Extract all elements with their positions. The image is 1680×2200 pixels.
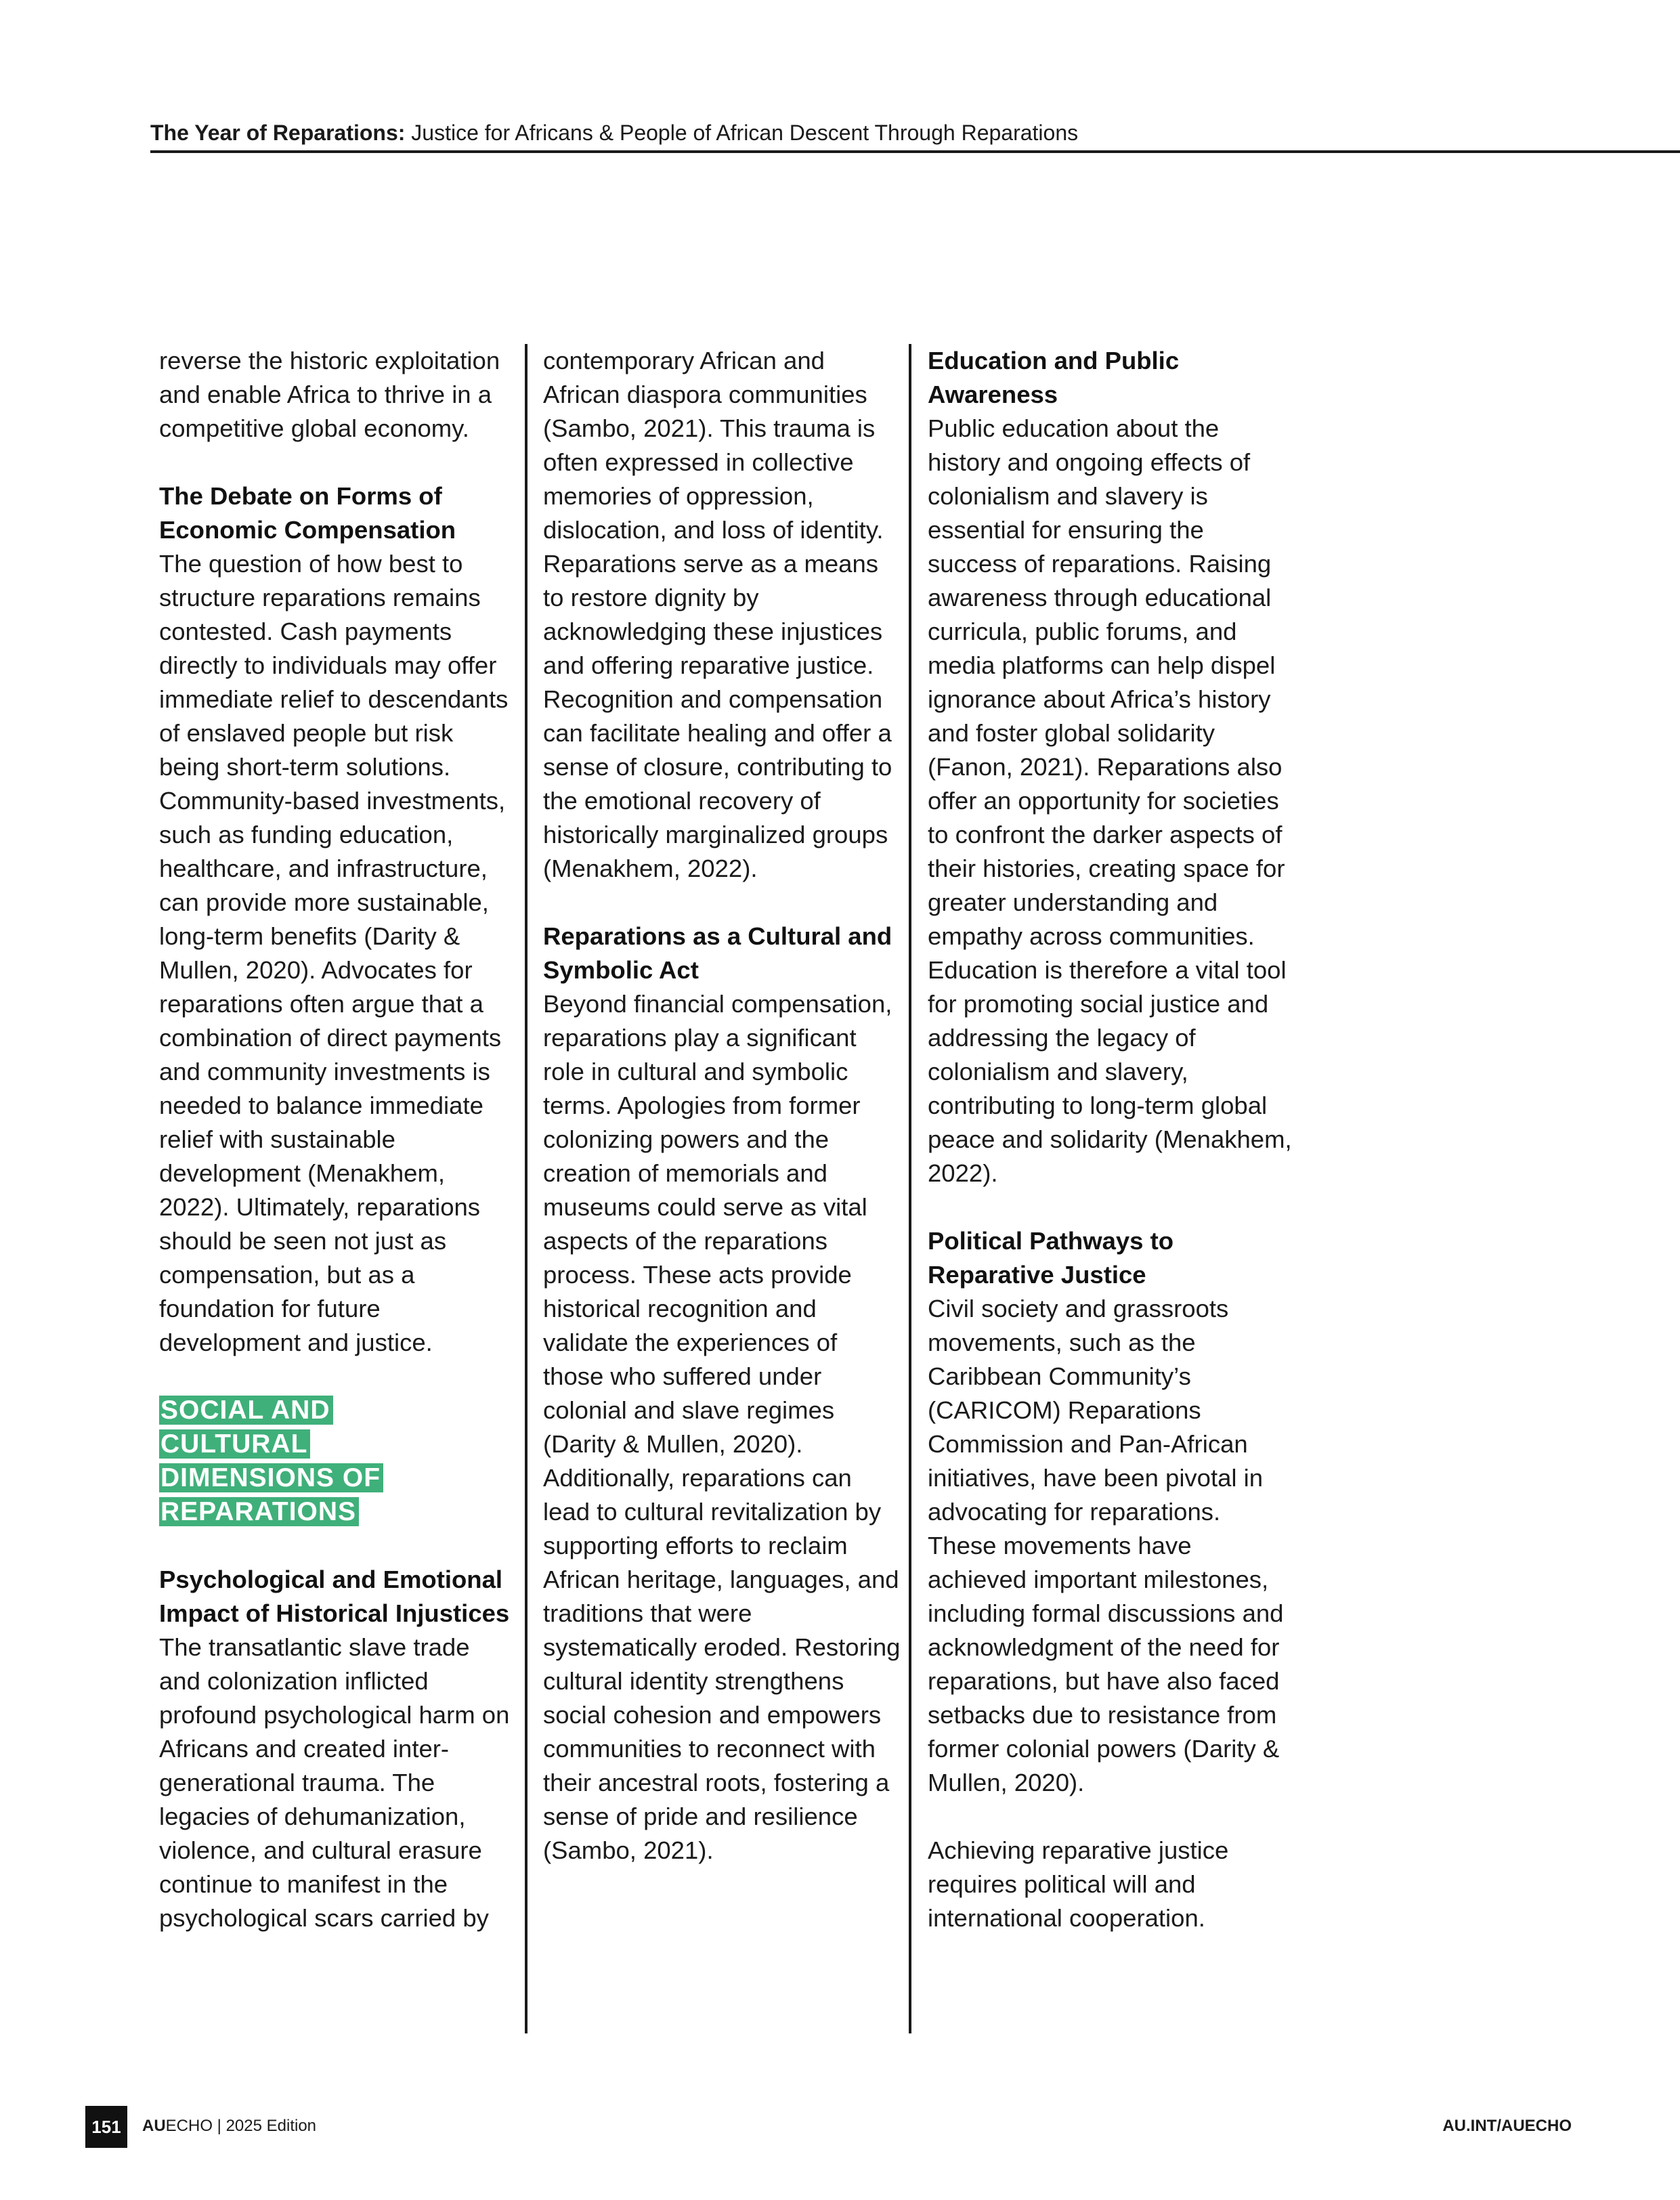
running-head [150,119,1078,146]
section-heading-line: DIMENSIONS OF [159,1463,383,1492]
page-number: 151 [91,2116,121,2137]
subheading-economic-compensation: The Debate on Forms of Economic Compensation [159,482,456,544]
subheading-cultural-symbolic-act: Reparations as a Cultural and Symbolic Act [543,922,892,984]
paragraph: contemporary African and African diaspora communities (Sambo, 2021). This trauma is often expressed in collective memories of oppression, dislocation, and loss of identity. Reparations serve as a means to restore dignity by acknowledging these injustices and offering reparative justice. Recognition and compensation can facilitate healing and offer a sense of closure, contributing to the emotional recovery of historically marginalized groups (Menakhem, 2022). [543,347,892,882]
footer-publication [142,2115,316,2137]
header-rule [150,150,1680,153]
column-3 [928,344,1293,1935]
column-divider [525,344,527,2033]
paragraph: Public education about the history and ongoing effects of colonialism and slavery is essential for ensuring the success of reparations. Raising awareness through educational curricula, public forums, and media platforms can help dispel ignorance about Africa’s history and foster global solidarity (Fanon, 2021). Reparations also offer an opportunity for societies to confront the darker aspects of their histories, creating space for greater understanding and empathy across communities. Education is therefore a vital tool for promoting social justice and addressing the legacy of colonialism and slavery, contributing to long-term global peace and solidarity (Menakhem, 2022). [928,414,1292,1187]
section-heading [159,1394,511,1529]
paragraph: Achieving reparative justice requires political will and international cooperation. [928,1836,1229,1932]
column-1 [159,344,511,1935]
page-number-badge [85,2106,127,2148]
column-2 [543,344,902,1868]
paragraph: reverse the historic exploitation and enable Africa to thrive in a competitive global economy. [159,347,500,442]
paragraph: Beyond financial compensation, reparations play a significant role in cultural and symbolic terms. Apologies from former colonizing powers and the creation of memorials and museums could serve as vital aspects of the reparations process. These acts provide historical recognition and validate the experiences of those who suffered under colonial and slave regimes (Darity & Mullen, 2020). Additionally, reparations can lead to cultural revitalization by supporting efforts to reclaim African heritage, languages, and traditions that were systematically eroded. Restoring cultural identity strengthens social cohesion and empowers communities to reconnect with their ancestral roots, fostering a sense of pride and resilience (Sambo, 2021). [543,990,901,1864]
section-heading-line: REPARATIONS [159,1497,359,1526]
subheading-psychological-impact: Psychological and Emotional Impact of Historical Injustices [159,1566,510,1627]
running-head-bold: The Year of Reparations: [150,121,406,145]
subheading-education-awareness: Education and Public Awareness [928,347,1180,408]
section-heading-line: CULTURAL [159,1429,310,1459]
footer-brand-bold: AU [142,2117,166,2135]
subheading-political-pathways: Political Pathways to Reparative Justice [928,1227,1174,1289]
section-heading-line: SOCIAL AND [159,1396,333,1425]
footer-edition: ECHO | 2025 Edition [165,2117,317,2135]
paragraph: The transatlantic slave trade and colonization inflicted profound psychological harm on Africans and created inter-generational trauma. The legacies of dehumanization, violence, and cultural erasure continue to manifest in the psychological scars carried by [159,1633,510,1932]
column-divider [909,344,911,2033]
paragraph: Civil society and grassroots movements, such as the Caribbean Community’s (CARICOM) Reparations Commission and Pan-African initiatives, have been pivotal in advocating for reparations. These movements have achieved important milestones, including formal discussions and acknowledgment of the need for reparations, but have also faced setbacks due to resistance from former colonial powers (Darity & Mullen, 2020). [928,1295,1284,1796]
paragraph: The question of how best to structure reparations remains contested. Cash payments directly to individuals may offer immediate relief to descendants of enslaved people but risk being short-term solutions. Community-based investments, such as funding education, healthcare, and infrastructure, can provide more sustainable, long-term benefits (Darity & Mullen, 2020). Advocates for reparations often argue that a combination of direct payments and community investments is needed to balance immediate relief with sustainable development (Menakhem, 2022). Ultimately, reparations should be seen not just as compensation, but as a foundation for future development and justice. [159,550,509,1356]
running-head-subtitle: Justice for Africans & People of African Descent Through Reparations [411,121,1079,145]
footer-url: AU.INT/AUECHO [1442,2117,1572,2135]
